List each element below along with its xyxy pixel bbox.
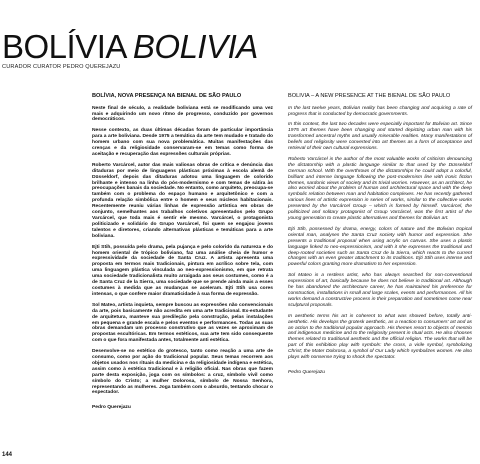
paragraph: In the last twelve years, Bolivian reality has been changing and acquiring a rate of progress that is conducted by democratic governments. — [288, 105, 472, 117]
author-signature: Pedro Querejazu — [92, 405, 131, 411]
paragraph: Roberto Varcárcel, autor das mais valiosas obras de crítica e denúncia das ditaduras por meio de linguagens plásticas próximas à escola alemã de Düsseldorf, depois das ditaduras adotou uma linguagem de colorido brilhante e intenso na linha do pós-modernismo e com temas de sátira às preocupações banais da sociedade. No entanto, como arquiteto, preocupa-se também com o problema do espaço humano e arquitetônico e com a profunda relação simbólica entre o homem e seus núcleos habitacionais. Recentemente reuniu várias linhas de expressão artística em obras de conjunto, semelhantes aos trabalhos coletivos apresentados pelo Grupo Varcárcel, que toda mais é sentir ele mesmo. Varcárcel, o protagonista politicizado e solidário do Grupo Varcárcel, foi quem se engajou jovens talentos e diretores, criando alternativas plásticas e temáticas para a arte boliviana. — [92, 162, 273, 239]
title-english: BOLIVIA — [132, 28, 258, 65]
english-heading: BOLIVIA – A NEW PRESENCE AT THE BIENAL DE SÃO PAULO — [288, 93, 451, 99]
paragraph: In aesthetic terms his art is coherent to what was showed before, totally anti-aesthetic. His develops the grotesk aesthetic, as a reaction to consumers' art and as an action to the traditional popular approach. His themes resort to objects of mestrio and indigenous medicine and to the religiosity present in ritual acts. He also chooses themes related to traditional aesthetic and the official religion. The works that will be part of this exhibition play with symbols: the cross, a virile symbol, symbolizing Christ; the Mater Dolorosa, a symbol of Our Lady which symbolizes women. He also plays with nonsense trying to shock the spectator. — [288, 313, 472, 361]
page-title — [2, 30, 258, 64]
paragraph: In this context, the last two decades were especially important for Bolivian art. Since 1975 art themes have been changing and started depicting urban man with his transformed ancestral myths and usually miserable realities. Many manifestations of beliefs and religiosity were converted into art themes as a form of acceptance and retrieval of their own cultural expressions. — [288, 122, 472, 152]
paragraph: Ejti Stih, possuída pelo drama, pela pujança e pelo colorido da natureza e do homem oriental de trópico boliviano, faz uma análise cheia de humor e expressividade da sociedade de Santa Cruz. A artista apresenta uma proposta em termos mais tradicionais, pintura em acrílico sobre tela, com uma linguagem plástica vinculada ao neo-expressionismo, em que retrata uma sociedade tradicionalista muito arraigada aos seus costumes, como é a de Santa Cruz de la Sierra, uma sociedade que se prende ainda mais a esses costumes à medida que as mudanças se aceleram. Ejti Stih usa cores intensas, o que confere maior dramaticidade à sua forma de expressão. — [92, 244, 273, 297]
paragraph: Desenvolve-se no estético do grotesco, tanto como reação a uma arte de consumo, como por ação do tradicional popular. Seus temas recorrem aos objetos usados nos rituais da medicina e da religiosidade indígena e estética, assim como à estética tradicional e à religião oficial. Nas obras que fazem parte desta exposição, joga com os símbolos: a cruz, símbolo vivil como símbolo do Cristo; a mulher Dolorosa, símbolo de Nossa Senhora, representando as mulheres. Joga também com o absurdo, tentando chocar o espectador. — [92, 349, 273, 396]
author-signature: Pedro Querejazu — [288, 369, 325, 375]
paragraph: Ejti Stih, possessed by drama, energy, colors of nature and the Bolivian tropical oriental man, analyses the Santa Cruz society with humor and expression. She presents a traditional proposal when using acrylic on canvas. She uses a plastic language linked to neo-expressionism, and with it she expresses the traditional and deep-rooted societies such as Santa Cruz de la Sierra, which reacts to the current changes with an even greater attachment to its traditions. Ejti Stih uses intense and powerful colors granting more dramatism to her expression. — [288, 226, 472, 268]
english-column — [288, 93, 472, 376]
curator-credit: CURADOR CURATOR PEDRO QUEREJAZU — [2, 64, 121, 70]
portuguese-heading: BOLÍVIA, NOVA PRESENÇA NA BIENAL DE SÃO PAULO — [92, 93, 242, 99]
paragraph: Roberto Varcárcel is the author of the most valuable works of criticism denouncing the dictatorship with a plastic language similar to that used by the Düsseldorf German school. With the overthrows of the dictatorships he could adopt a colorful, brilliant and intense language following the post-modernism line with ironic fiction themes, sardonic views of society and its trivial worries. However, as an architect, he also worried about the problem of human and architectural space and with the deep symbolic relation between man and habitation complexes. He has recently gathered various lines of artistic expression in series of works, similar to the collective works presented by the Varcárcel Group – which is formed by himself. Varcárcel, the politicized and solitary protagonist of Group Varcárcel, was the first artist of the young generation to create plastic alternatives and themes for Bolivian art. — [288, 156, 472, 221]
portuguese-column — [92, 93, 273, 411]
title-portuguese: BOLÍVIA — [2, 28, 127, 65]
paragraph: Sol Mateo, artista inquieta, sempre buscou as expressões não convencionais da arte, pois basicamente não acredita em uma arte tradicional. Ex-estudante de arquitetura, manteve sua predileção pela construção, pelas instalações em pequena e grande escala e pelos eventos e performances. Todas as suas obras demandam um processo construtivo que as vezes se aproximam de propostas escultóricas. Em termos estéticos, sua arte tem sido consequente com o que fora manifestada antes, totalmente anti estética. — [92, 302, 273, 344]
paragraph: Neste final de século, a realidade boliviana está se modificando uma vez mais e adquirindo um novo ritmo de progresso, conduzido por governos democráticos. — [92, 105, 273, 123]
paragraph: Nesse contexto, as duas últimas décadas foram de particular importância para a arte boliviana. Desde 1975 a temática da arte tem mudado e tratado do homem urbano com sua nova problemática. Muitas manifestações das crenças e da religiosidade conservaram-se em temas como forma de aceitação e recuperação das expressões culturais próprias. — [92, 128, 273, 157]
page-number: 144 — [2, 452, 13, 458]
paragraph: Sol Mateo is a restless artist, who has always searched for non-conventional expressions of art, basically because he does not believe in traditional art. Although he has abandoned the architecture career, he has maintained his preference for construction, installations in small and large scales, events and performances. All his works demand a constructive process in their preparation and sometimes come near sculptural proposals. — [288, 273, 472, 308]
